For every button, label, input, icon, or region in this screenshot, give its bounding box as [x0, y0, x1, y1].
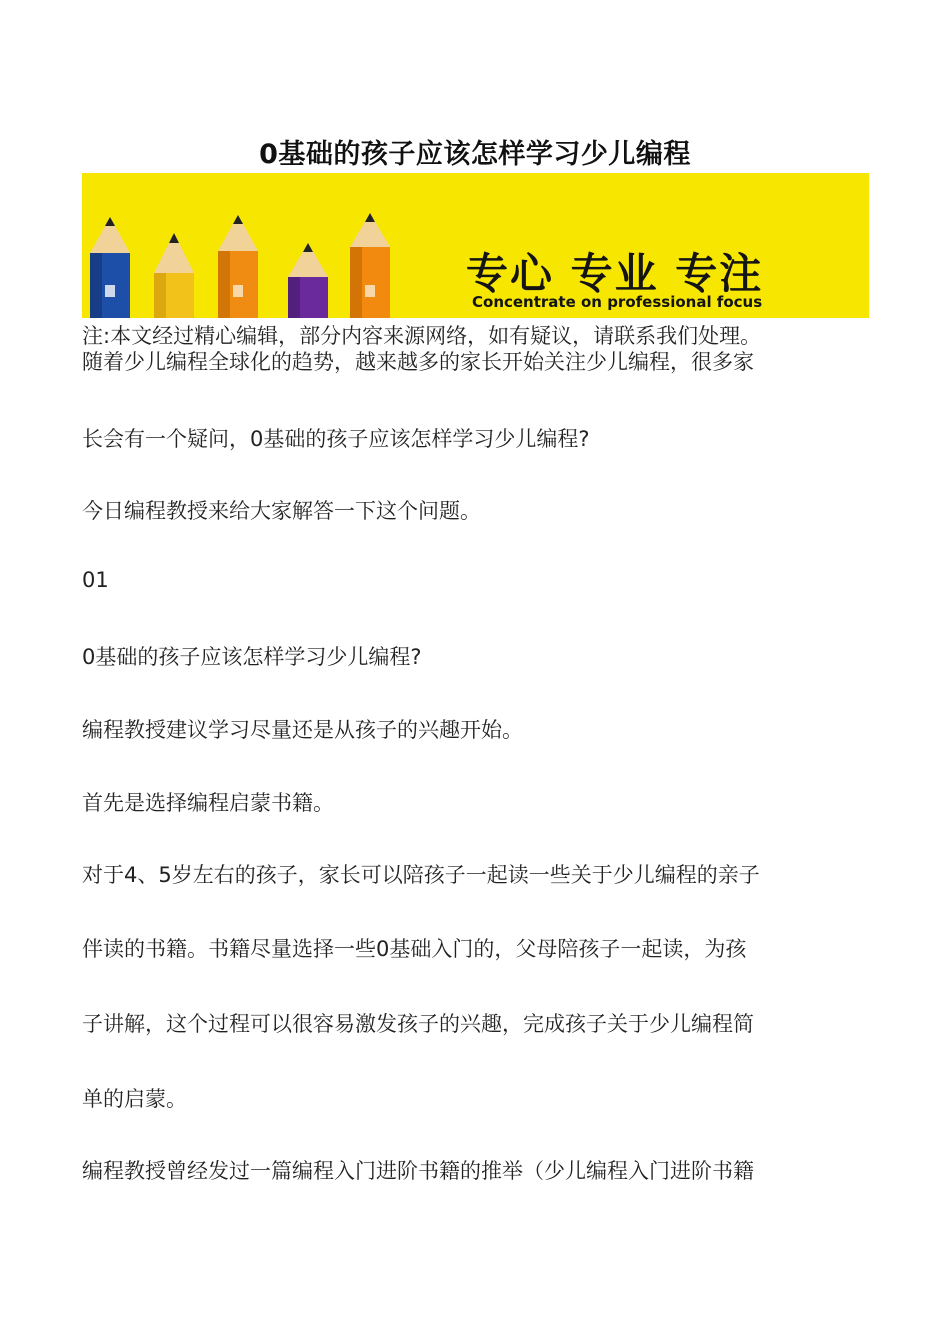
paragraph-line: 随着少儿编程全球化的趋势，越来越多的家长开始关注少儿编程，很多家	[82, 350, 754, 374]
banner-image	[82, 173, 869, 318]
paragraph-line: 长会有一个疑问，0基础的孩子应该怎样学习少儿编程?	[82, 427, 590, 451]
pencil-icon	[154, 233, 194, 318]
banner-slogan: 专心 专业 专注	[466, 249, 764, 298]
pencil-icon	[350, 213, 390, 318]
paragraph-line: 子讲解，这个过程可以很容易激发孩子的兴趣，完成孩子关于少儿编程简	[82, 1012, 754, 1036]
paragraph-line: 单的启蒙。	[82, 1087, 187, 1111]
paragraph-line: 对于4、5岁左右的孩子，家长可以陪孩子一起读一些关于少儿编程的亲子	[82, 863, 760, 887]
pencil-icon	[288, 243, 328, 318]
paragraph-line: 编程教授建议学习尽量还是从孩子的兴趣开始。	[82, 718, 523, 742]
pencil-icon	[90, 217, 130, 318]
banner-slogan-english: Concentrate on professional focus	[472, 293, 763, 311]
document-title: 0基础的孩子应该怎样学习少儿编程	[259, 139, 691, 170]
paragraph-line: 编程教授曾经发过一篇编程入门进阶书籍的推举（少儿编程入门进阶书籍	[82, 1159, 754, 1183]
paragraph-line: 伴读的书籍。书籍尽量选择一些0基础入门的，父母陪孩子一起读，为孩	[82, 937, 747, 961]
pencil-icon	[218, 215, 258, 318]
editor-note: 注:本文经过精心编辑，部分内容来源网络，如有疑议，请联系我们处理。	[82, 324, 762, 348]
paragraph-line: 首先是选择编程启蒙书籍。	[82, 791, 334, 815]
section-number: 01	[82, 568, 109, 592]
section-heading: 0基础的孩子应该怎样学习少儿编程?	[82, 645, 422, 669]
paragraph-line: 今日编程教授来给大家解答一下这个问题。	[82, 499, 481, 523]
